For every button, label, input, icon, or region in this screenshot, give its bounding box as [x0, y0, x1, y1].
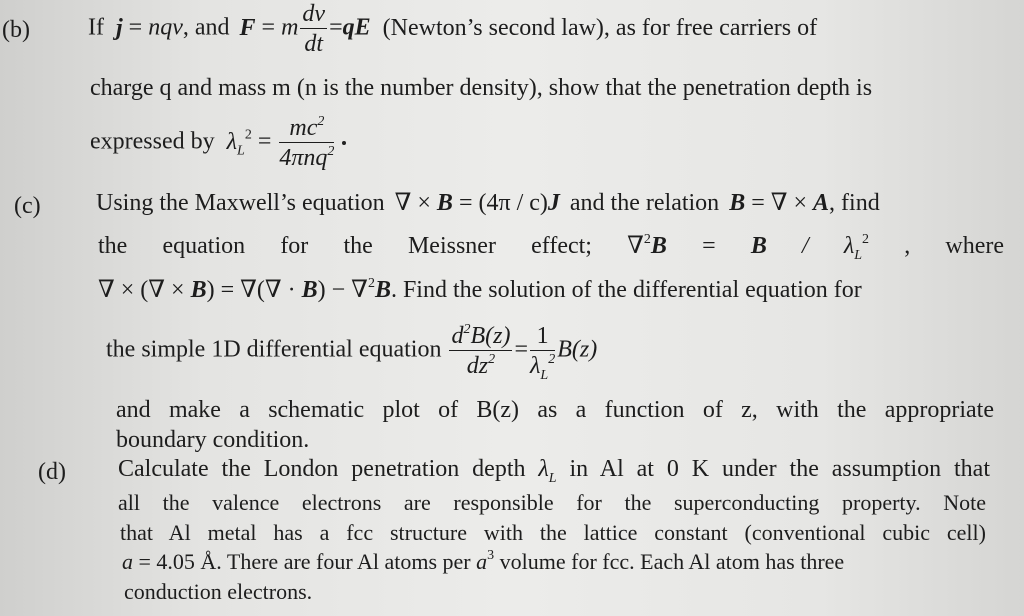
b-line2: charge q and mass m (n is the number density), show that the penetration depth is	[90, 75, 873, 101]
one-over-lambda-fraction: $\frac{1}{\lambda_L^2}$	[530, 323, 556, 383]
b-line3: expressed by $\lambda_L^2$ = $\frac{mc^2}{4\pi nq^2}$	[90, 116, 346, 170]
d-line5: conduction electrons.	[124, 579, 313, 604]
label-b: (b)	[2, 17, 30, 43]
b-line1: If j = nqv, and F = m $\frac{dv}{dt}$ =qE (Newton’s second law), as for free carriers of	[88, 1, 818, 57]
penetration-depth-fraction: $\frac{mc^2}{4\pi nq^2}$	[279, 114, 335, 171]
c-line6: boundary condition.	[116, 427, 310, 453]
d-line3: that Al metal has a fcc structure with the lattice constant (conventional cubic cell)	[120, 520, 986, 545]
c-line2: the equation for the Meissner effect; $\nabla^2B = B / \lambda_L^2$ , where	[98, 232, 1005, 263]
dv-dt-fraction: $\frac{dv}{dt}$	[302, 1, 326, 57]
d2B-dz2-fraction: $\frac{d^2B(z)}{dz^2}$	[451, 322, 511, 379]
c-line4: the simple 1D differential equation $\frac{d^2B(z)}{dz^2}$ = $\frac{1}{\lambda_L^2}$ B(z)	[106, 322, 598, 383]
label-c: (c)	[14, 193, 41, 219]
label-d: (d)	[38, 459, 66, 485]
d-line1: Calculate the London penetration depth $\lambda_L$ in Al at 0 K under the assumption that	[118, 456, 990, 486]
c-line5: and make a schematic plot of B(z) as a function of z, with the appropriate	[116, 397, 994, 423]
d-line4: a = 4.05 Å. There are four Al atoms per $a^3$ volume for fcc. Each Al atom has three	[122, 548, 845, 574]
c-line3: ∇ × (∇ × B) = ∇(∇ · B) − ∇$^2$B. Find the solution of the differential equation for	[98, 276, 862, 303]
c-line1: Using the Maxwell’s equation ∇ × B = (4π / c)J and the relation B = ∇ × A, find	[96, 190, 880, 216]
period-dot	[342, 141, 346, 145]
d-line2: all the valence electrons are responsible for the superconducting property. Note	[118, 490, 986, 515]
